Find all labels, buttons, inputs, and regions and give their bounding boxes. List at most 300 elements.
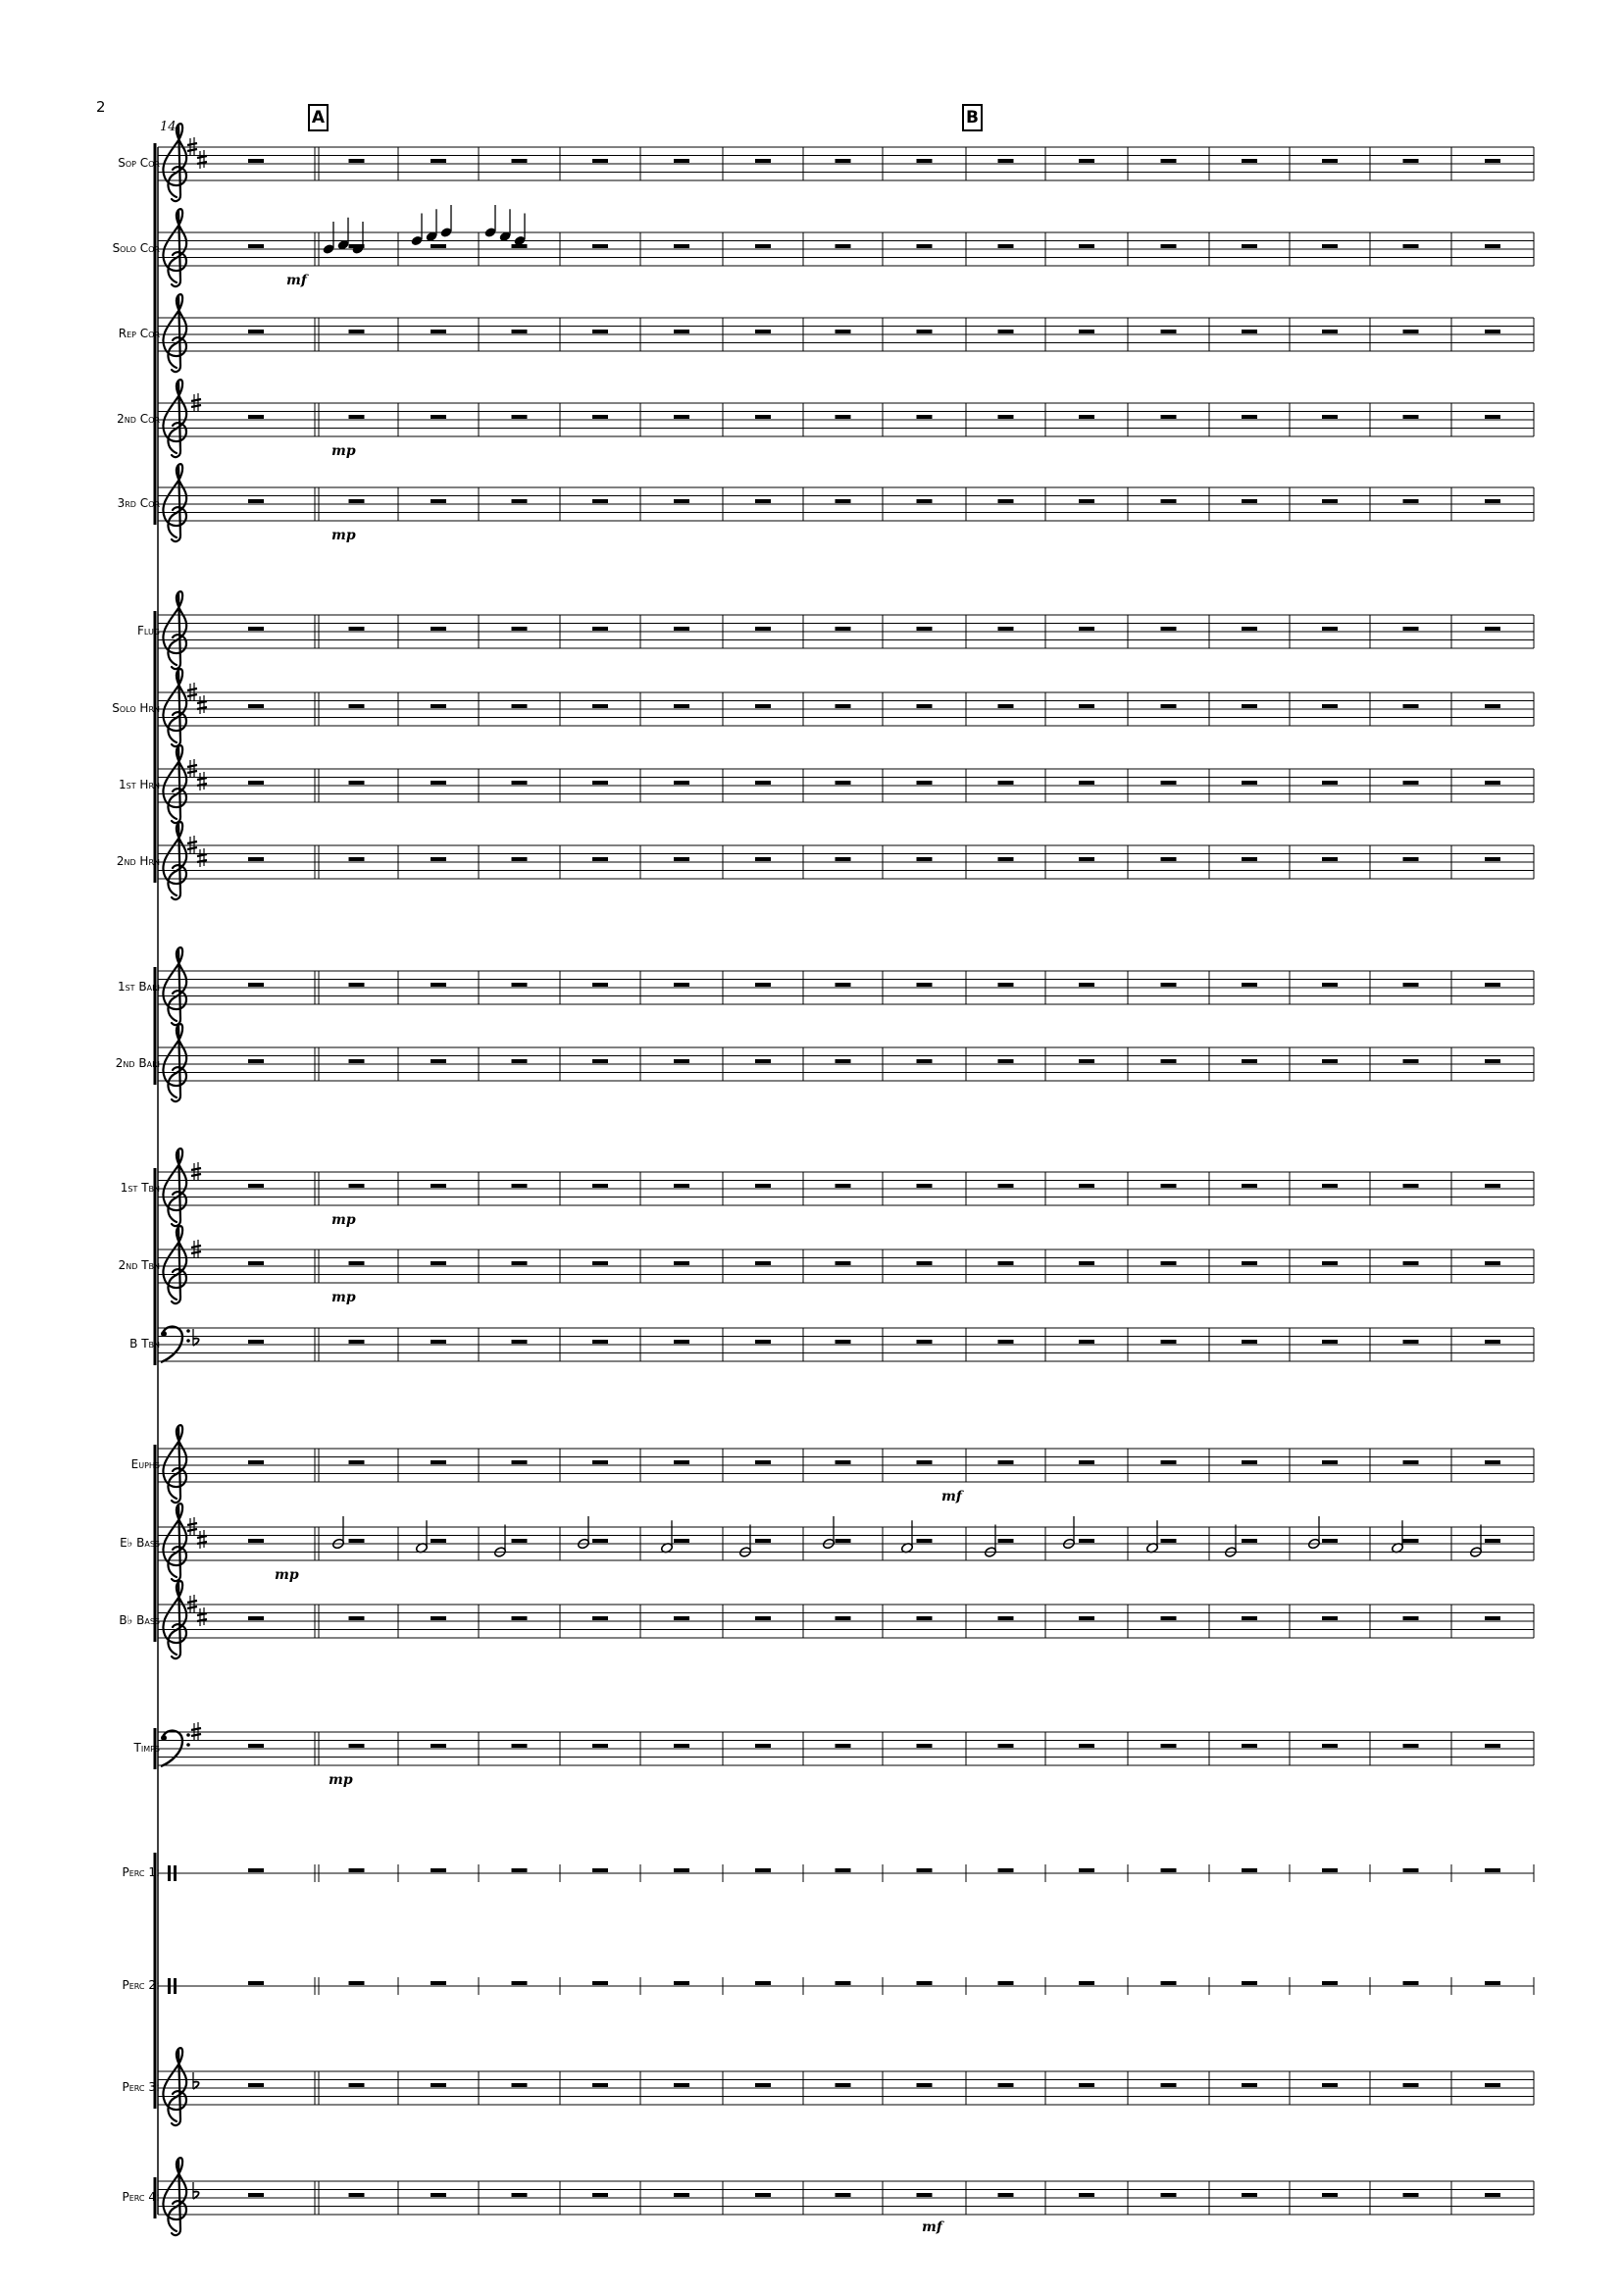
whole-rest bbox=[1485, 627, 1500, 631]
whole-rest bbox=[917, 1460, 933, 1464]
whole-rest bbox=[431, 1460, 446, 1464]
whole-rest bbox=[1485, 2083, 1500, 2087]
whole-rest bbox=[836, 2193, 851, 2197]
whole-rest bbox=[512, 330, 528, 333]
whole-rest bbox=[1161, 159, 1177, 163]
whole-rest bbox=[248, 1184, 264, 1188]
whole-rest bbox=[755, 1868, 771, 1872]
page-number: 2 bbox=[96, 98, 106, 116]
flat-icon bbox=[193, 2182, 199, 2199]
whole-rest bbox=[349, 781, 365, 785]
whole-rest bbox=[431, 2083, 446, 2087]
whole-rest bbox=[349, 1868, 365, 1872]
treble-clef-icon bbox=[163, 1226, 186, 1303]
dynamic-mp: mp bbox=[331, 1290, 356, 1305]
whole-rest bbox=[512, 627, 528, 631]
whole-rest bbox=[512, 1539, 528, 1543]
treble-clef-icon bbox=[163, 1425, 186, 1503]
whole-rest bbox=[1242, 499, 1257, 503]
dynamic-mf: mf bbox=[286, 273, 307, 288]
whole-rest bbox=[836, 499, 851, 503]
whole-rest bbox=[349, 415, 365, 419]
half-note bbox=[984, 1525, 996, 1558]
whole-rest bbox=[592, 704, 608, 708]
half-note bbox=[331, 1516, 344, 1550]
dynamic-mp: mp bbox=[329, 1772, 353, 1788]
whole-rest bbox=[592, 1868, 608, 1872]
flat-icon bbox=[193, 1329, 199, 1346]
whole-rest bbox=[755, 330, 771, 333]
whole-rest bbox=[248, 1868, 264, 1872]
whole-rest bbox=[431, 1539, 446, 1543]
whole-rest bbox=[1242, 983, 1257, 987]
half-note bbox=[415, 1520, 428, 1554]
whole-rest bbox=[836, 1616, 851, 1620]
whole-rest bbox=[1079, 1981, 1094, 1985]
whole-rest bbox=[998, 1460, 1014, 1464]
whole-rest bbox=[592, 1460, 608, 1464]
whole-rest bbox=[755, 159, 771, 163]
whole-rest bbox=[512, 781, 528, 785]
whole-rest bbox=[998, 499, 1014, 503]
whole-rest bbox=[998, 1184, 1014, 1188]
instrument-label: 3rd Cor bbox=[117, 496, 160, 510]
whole-rest bbox=[1403, 1539, 1419, 1543]
whole-rest bbox=[512, 499, 528, 503]
whole-rest bbox=[755, 1539, 771, 1543]
whole-rest bbox=[674, 781, 689, 785]
whole-rest bbox=[1322, 857, 1338, 861]
whole-rest bbox=[349, 330, 365, 333]
whole-rest bbox=[512, 1340, 528, 1344]
whole-rest bbox=[512, 2083, 528, 2087]
whole-rest bbox=[592, 499, 608, 503]
whole-rest bbox=[917, 415, 933, 419]
instrument-label: 2nd Bari bbox=[115, 1056, 160, 1070]
dynamic-mp: mp bbox=[331, 443, 356, 459]
whole-rest bbox=[431, 1340, 446, 1344]
whole-rest bbox=[1242, 781, 1257, 785]
whole-rest bbox=[917, 983, 933, 987]
whole-rest bbox=[674, 330, 689, 333]
whole-rest bbox=[998, 1340, 1014, 1344]
whole-rest bbox=[1242, 2193, 1257, 2197]
whole-rest bbox=[248, 1981, 264, 1985]
quarter-note bbox=[425, 209, 437, 242]
whole-rest bbox=[1079, 857, 1094, 861]
whole-rest bbox=[755, 2193, 771, 2197]
whole-rest bbox=[1485, 244, 1500, 248]
whole-rest bbox=[1242, 159, 1257, 163]
whole-rest bbox=[917, 704, 933, 708]
whole-rest bbox=[1242, 1340, 1257, 1344]
whole-rest bbox=[1079, 244, 1094, 248]
whole-rest bbox=[349, 2193, 365, 2197]
dynamic-mp: mp bbox=[331, 528, 356, 543]
whole-rest bbox=[1485, 704, 1500, 708]
whole-rest bbox=[917, 2083, 933, 2087]
quarter-note bbox=[439, 205, 452, 238]
measure-number: 14 bbox=[160, 120, 177, 134]
whole-rest bbox=[917, 857, 933, 861]
whole-rest bbox=[674, 857, 689, 861]
whole-rest bbox=[998, 415, 1014, 419]
whole-rest bbox=[512, 1261, 528, 1265]
sharp-icon bbox=[197, 1530, 207, 1549]
instrument-label: Solo Hrn bbox=[112, 701, 160, 715]
whole-rest bbox=[349, 2083, 365, 2087]
whole-rest bbox=[431, 627, 446, 631]
whole-rest bbox=[998, 2193, 1014, 2197]
whole-rest bbox=[755, 1460, 771, 1464]
whole-rest bbox=[1403, 627, 1419, 631]
whole-rest bbox=[1079, 1539, 1094, 1543]
whole-rest bbox=[917, 1059, 933, 1063]
whole-rest bbox=[1403, 1184, 1419, 1188]
whole-rest bbox=[917, 1868, 933, 1872]
whole-rest bbox=[1403, 2083, 1419, 2087]
quarter-note bbox=[498, 209, 511, 242]
treble-clef-icon bbox=[163, 2158, 186, 2235]
quarter-note bbox=[322, 222, 334, 255]
whole-rest bbox=[1485, 415, 1500, 419]
quarter-note bbox=[336, 218, 349, 251]
whole-rest bbox=[836, 2083, 851, 2087]
whole-rest bbox=[349, 1460, 365, 1464]
whole-rest bbox=[1079, 1340, 1094, 1344]
whole-rest bbox=[755, 1059, 771, 1063]
whole-rest bbox=[1161, 1616, 1177, 1620]
half-note bbox=[1145, 1520, 1158, 1554]
whole-rest bbox=[674, 1868, 689, 1872]
whole-rest bbox=[349, 1539, 365, 1543]
whole-rest bbox=[1322, 244, 1338, 248]
whole-rest bbox=[1079, 1744, 1094, 1748]
whole-rest bbox=[1242, 704, 1257, 708]
whole-rest bbox=[1161, 1059, 1177, 1063]
whole-rest bbox=[592, 159, 608, 163]
whole-rest bbox=[592, 781, 608, 785]
whole-rest bbox=[755, 244, 771, 248]
whole-rest bbox=[1079, 330, 1094, 333]
whole-rest bbox=[1161, 1184, 1177, 1188]
whole-rest bbox=[917, 330, 933, 333]
whole-rest bbox=[1322, 1340, 1338, 1344]
whole-rest bbox=[349, 1616, 365, 1620]
whole-rest bbox=[1242, 627, 1257, 631]
percussion-clef-icon bbox=[168, 1978, 171, 1994]
instrument-label: B♭ Bass bbox=[119, 1613, 160, 1627]
half-note bbox=[1062, 1516, 1075, 1550]
whole-rest bbox=[248, 1744, 264, 1748]
whole-rest bbox=[1161, 2083, 1177, 2087]
whole-rest bbox=[248, 244, 264, 248]
whole-rest bbox=[674, 1981, 689, 1985]
whole-rest bbox=[1242, 1059, 1257, 1063]
treble-clef-icon bbox=[163, 669, 186, 746]
whole-rest bbox=[512, 1059, 528, 1063]
whole-rest bbox=[1079, 1261, 1094, 1265]
treble-clef-icon bbox=[163, 380, 186, 457]
whole-rest bbox=[1161, 330, 1177, 333]
whole-rest bbox=[512, 1744, 528, 1748]
half-note bbox=[1469, 1525, 1482, 1558]
whole-rest bbox=[836, 983, 851, 987]
whole-rest bbox=[1403, 1460, 1419, 1464]
whole-rest bbox=[1485, 330, 1500, 333]
whole-rest bbox=[755, 983, 771, 987]
whole-rest bbox=[248, 1059, 264, 1063]
whole-rest bbox=[349, 704, 365, 708]
quarter-note bbox=[513, 214, 526, 247]
whole-rest bbox=[592, 1539, 608, 1543]
whole-rest bbox=[512, 704, 528, 708]
whole-rest bbox=[1403, 330, 1419, 333]
whole-rest bbox=[917, 1539, 933, 1543]
instrument-label: Perc 4: bbox=[122, 2190, 160, 2204]
whole-rest bbox=[592, 330, 608, 333]
whole-rest bbox=[248, 704, 264, 708]
whole-rest bbox=[431, 330, 446, 333]
whole-rest bbox=[1485, 1868, 1500, 1872]
sharp-icon bbox=[197, 772, 207, 790]
whole-rest bbox=[1242, 330, 1257, 333]
whole-rest bbox=[755, 1184, 771, 1188]
whole-rest bbox=[674, 1539, 689, 1543]
whole-rest bbox=[1322, 627, 1338, 631]
whole-rest bbox=[1322, 2083, 1338, 2087]
whole-rest bbox=[349, 857, 365, 861]
whole-rest bbox=[1079, 1616, 1094, 1620]
instrument-label: 2nd Hrn bbox=[116, 854, 160, 868]
sharp-icon bbox=[197, 150, 207, 169]
whole-rest bbox=[431, 1184, 446, 1188]
half-note bbox=[660, 1520, 673, 1554]
whole-rest bbox=[1242, 1616, 1257, 1620]
whole-rest bbox=[1079, 1184, 1094, 1188]
whole-rest bbox=[836, 1539, 851, 1543]
treble-clef-icon bbox=[163, 1581, 186, 1658]
whole-rest bbox=[836, 1744, 851, 1748]
whole-rest bbox=[512, 1868, 528, 1872]
whole-rest bbox=[836, 1981, 851, 1985]
whole-rest bbox=[1079, 1460, 1094, 1464]
whole-rest bbox=[1161, 1261, 1177, 1265]
whole-rest bbox=[917, 244, 933, 248]
whole-rest bbox=[349, 627, 365, 631]
whole-rest bbox=[1322, 415, 1338, 419]
whole-rest bbox=[1079, 1059, 1094, 1063]
dynamic-mf: mf bbox=[941, 1489, 962, 1504]
whole-rest bbox=[1079, 781, 1094, 785]
whole-rest bbox=[248, 415, 264, 419]
whole-rest bbox=[431, 1261, 446, 1265]
whole-rest bbox=[917, 2193, 933, 2197]
whole-rest bbox=[1322, 1184, 1338, 1188]
whole-rest bbox=[1485, 499, 1500, 503]
whole-rest bbox=[998, 1981, 1014, 1985]
whole-rest bbox=[836, 1184, 851, 1188]
whole-rest bbox=[917, 627, 933, 631]
whole-rest bbox=[349, 1981, 365, 1985]
whole-rest bbox=[674, 499, 689, 503]
whole-rest bbox=[248, 330, 264, 333]
whole-rest bbox=[1403, 1059, 1419, 1063]
treble-clef-icon bbox=[163, 124, 186, 201]
whole-rest bbox=[592, 1059, 608, 1063]
whole-rest bbox=[674, 415, 689, 419]
whole-rest bbox=[1485, 1981, 1500, 1985]
whole-rest bbox=[1403, 2193, 1419, 2197]
half-note bbox=[1307, 1516, 1320, 1550]
instrument-label: 2nd Cor bbox=[117, 412, 160, 426]
whole-rest bbox=[755, 1616, 771, 1620]
whole-rest bbox=[836, 781, 851, 785]
sharp-icon bbox=[197, 695, 207, 714]
whole-rest bbox=[998, 159, 1014, 163]
whole-rest bbox=[1403, 781, 1419, 785]
whole-rest bbox=[674, 1460, 689, 1464]
whole-rest bbox=[998, 1059, 1014, 1063]
whole-rest bbox=[248, 983, 264, 987]
whole-rest bbox=[998, 330, 1014, 333]
half-note bbox=[1224, 1525, 1237, 1558]
whole-rest bbox=[1403, 704, 1419, 708]
rehearsal-mark-b: B bbox=[962, 104, 983, 131]
whole-rest bbox=[1322, 1744, 1338, 1748]
whole-rest bbox=[1079, 2193, 1094, 2197]
whole-rest bbox=[1161, 1460, 1177, 1464]
instrument-label: Perc 1: bbox=[122, 1865, 160, 1879]
whole-rest bbox=[431, 1744, 446, 1748]
whole-rest bbox=[755, 857, 771, 861]
whole-rest bbox=[1403, 1981, 1419, 1985]
whole-rest bbox=[592, 1184, 608, 1188]
flat-icon bbox=[193, 2072, 199, 2089]
whole-rest bbox=[998, 1616, 1014, 1620]
whole-rest bbox=[1403, 499, 1419, 503]
whole-rest bbox=[998, 857, 1014, 861]
rehearsal-mark-a: A bbox=[308, 104, 329, 131]
whole-rest bbox=[592, 2083, 608, 2087]
whole-rest bbox=[1079, 499, 1094, 503]
whole-rest bbox=[512, 415, 528, 419]
whole-rest bbox=[1322, 1059, 1338, 1063]
whole-rest bbox=[998, 983, 1014, 987]
whole-rest bbox=[1485, 1460, 1500, 1464]
sharp-icon bbox=[197, 1607, 207, 1626]
treble-clef-icon bbox=[163, 1148, 186, 1226]
treble-clef-icon bbox=[163, 2048, 186, 2125]
whole-rest bbox=[1242, 2083, 1257, 2087]
whole-rest bbox=[1485, 1539, 1500, 1543]
whole-rest bbox=[1322, 983, 1338, 987]
whole-rest bbox=[998, 627, 1014, 631]
whole-rest bbox=[674, 983, 689, 987]
whole-rest bbox=[1079, 415, 1094, 419]
whole-rest bbox=[431, 704, 446, 708]
whole-rest bbox=[592, 244, 608, 248]
whole-rest bbox=[1161, 415, 1177, 419]
whole-rest bbox=[1485, 1340, 1500, 1344]
whole-rest bbox=[431, 244, 446, 248]
whole-rest bbox=[592, 1981, 608, 1985]
whole-rest bbox=[1485, 2193, 1500, 2197]
whole-rest bbox=[431, 1059, 446, 1063]
whole-rest bbox=[1079, 2083, 1094, 2087]
whole-rest bbox=[1161, 1539, 1177, 1543]
whole-rest bbox=[836, 415, 851, 419]
percussion-clef-icon bbox=[174, 1978, 177, 1994]
whole-rest bbox=[1242, 1744, 1257, 1748]
whole-rest bbox=[349, 159, 365, 163]
whole-rest bbox=[1161, 781, 1177, 785]
whole-rest bbox=[917, 1261, 933, 1265]
whole-rest bbox=[1242, 415, 1257, 419]
whole-rest bbox=[1079, 983, 1094, 987]
whole-rest bbox=[917, 159, 933, 163]
whole-rest bbox=[248, 1340, 264, 1344]
whole-rest bbox=[917, 499, 933, 503]
treble-clef-icon bbox=[163, 209, 186, 286]
quarter-note bbox=[483, 205, 496, 238]
whole-rest bbox=[512, 1460, 528, 1464]
whole-rest bbox=[248, 627, 264, 631]
percussion-clef-icon bbox=[168, 1865, 171, 1881]
whole-rest bbox=[1485, 1616, 1500, 1620]
whole-rest bbox=[998, 1868, 1014, 1872]
percussion-clef-icon bbox=[174, 1865, 177, 1881]
whole-rest bbox=[248, 1261, 264, 1265]
whole-rest bbox=[998, 704, 1014, 708]
whole-rest bbox=[349, 1184, 365, 1188]
whole-rest bbox=[512, 2193, 528, 2197]
whole-rest bbox=[1322, 1460, 1338, 1464]
whole-rest bbox=[1161, 983, 1177, 987]
whole-rest bbox=[1403, 857, 1419, 861]
whole-rest bbox=[917, 1340, 933, 1344]
whole-rest bbox=[431, 1981, 446, 1985]
whole-rest bbox=[755, 1340, 771, 1344]
whole-rest bbox=[674, 1261, 689, 1265]
whole-rest bbox=[1242, 1184, 1257, 1188]
whole-rest bbox=[1322, 781, 1338, 785]
whole-rest bbox=[674, 704, 689, 708]
whole-rest bbox=[755, 704, 771, 708]
instrument-label: Sop Cor bbox=[118, 156, 160, 170]
whole-rest bbox=[674, 1340, 689, 1344]
quarter-note bbox=[351, 222, 364, 255]
instrument-label: Solo Cor bbox=[112, 241, 160, 255]
whole-rest bbox=[1079, 1868, 1094, 1872]
treble-clef-icon bbox=[163, 1504, 186, 1581]
whole-rest bbox=[755, 1744, 771, 1748]
whole-rest bbox=[248, 2083, 264, 2087]
whole-rest bbox=[248, 159, 264, 163]
treble-clef-icon bbox=[163, 822, 186, 899]
whole-rest bbox=[674, 1059, 689, 1063]
whole-rest bbox=[674, 1184, 689, 1188]
whole-rest bbox=[248, 857, 264, 861]
whole-rest bbox=[755, 781, 771, 785]
whole-rest bbox=[1485, 857, 1500, 861]
whole-rest bbox=[592, 857, 608, 861]
whole-rest bbox=[917, 1744, 933, 1748]
whole-rest bbox=[349, 1261, 365, 1265]
whole-rest bbox=[1242, 1868, 1257, 1872]
whole-rest bbox=[1322, 704, 1338, 708]
whole-rest bbox=[1079, 159, 1094, 163]
